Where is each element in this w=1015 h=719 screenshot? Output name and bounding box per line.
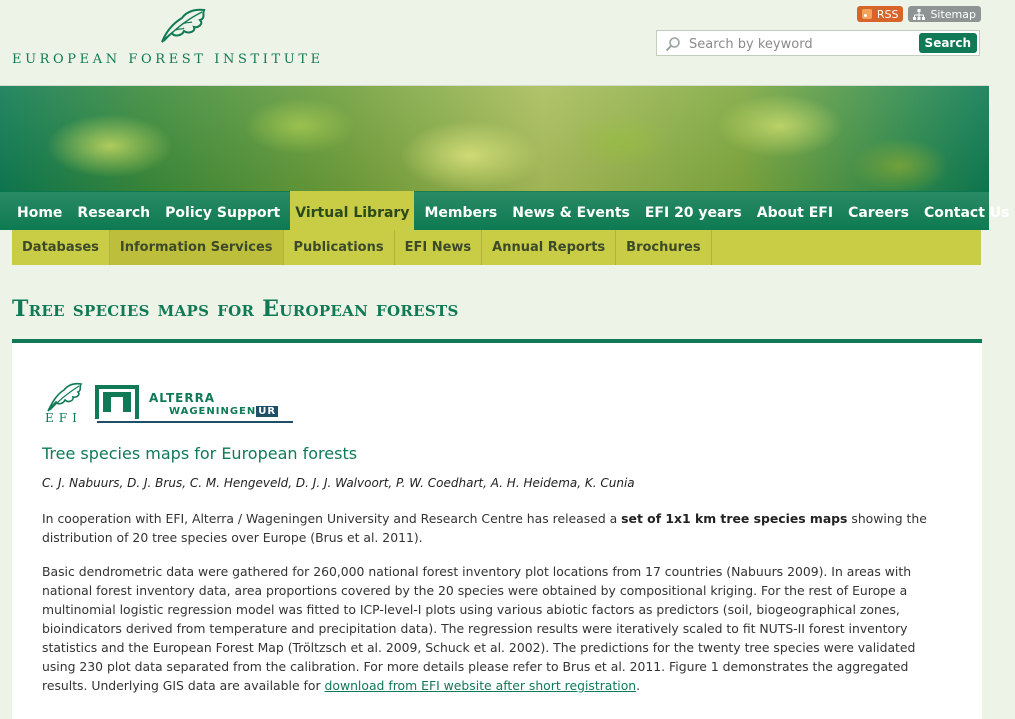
- logo-underline: [97, 420, 297, 424]
- alterra-emblem-icon: [97, 385, 137, 419]
- methods-paragraph: Basic dendrometric data were gathered for 260,000 national forest inventory plot locations from 17 countries (Nabuurs 2009). In areas with national forest inventory data, area proportions covered by the 20 species were obtained by compositional kriging. For the rest of Europe a multinomial logistic regression model was fitted to ICP-level-I plots using various abiotic factors as predictors (soil, biogeographical zones, bioindicators derived from temperature and precipitation data). The regression results were iteratively scaled to fit NUTS-II forest inventory statistics and the European Forest Map (Tröltzsch et al. 2009, Schuck et al. 2002). The predictions for the twenty tree species were validated using 230 plot data separated from the calibration. For more details please refer to Brus et al. 2011. Figure 1 demonstrates the aggregated results. Underlying GIS data are available for download from EFI website after short registration.: [42, 564, 916, 693]
- article-title: Tree species maps for European forests: [42, 444, 358, 463]
- sitemap-label: Sitemap: [930, 7, 976, 21]
- oak-leaf-icon: [152, 6, 210, 46]
- sitemap-button[interactable]: [908, 6, 981, 22]
- partner-logos: [42, 381, 302, 431]
- oak-leaf-icon: [42, 381, 84, 413]
- efi-small-logo: [42, 381, 84, 425]
- rss-button[interactable]: [857, 6, 904, 22]
- nav-item-efi-20-years[interactable]: EFI 20 years: [644, 205, 742, 221]
- nav-item-about-efi[interactable]: About EFI: [756, 205, 834, 221]
- sitemap-icon: [913, 9, 925, 20]
- header-banner-image: [0, 86, 989, 192]
- article-authors: C. J. Nabuurs, D. J. Brus, C. M. Hengeveld, D. J. J. Walvoort, P. W. Coedhart, A. H. Heidema, K. Cunia: [42, 476, 635, 490]
- utility-links: [857, 6, 981, 22]
- rss-icon: [862, 9, 872, 19]
- search-button[interactable]: Search: [919, 33, 977, 53]
- efi-small-logo-text: EFI: [45, 411, 82, 425]
- download-link[interactable]: download from EFI website after short registration: [324, 678, 637, 693]
- article-content: [12, 343, 982, 719]
- nav-item-careers[interactable]: Careers: [848, 205, 909, 221]
- subnav-item-efi-news[interactable]: EFI News: [395, 230, 483, 265]
- subnav-item-information-services[interactable]: Information Services: [110, 230, 284, 265]
- subnav-item-annual-reports[interactable]: Annual Reports: [482, 230, 616, 265]
- alterra-logo: [97, 385, 277, 423]
- subnav-item-publications[interactable]: Publications: [284, 230, 395, 265]
- search-box: [656, 30, 980, 56]
- logo-text: EUROPEAN FOREST INSTITUTE: [12, 52, 324, 67]
- nav-item-home[interactable]: Home: [17, 205, 63, 221]
- nav-item-virtual-library[interactable]: Virtual Library: [290, 191, 414, 230]
- nav-item-members[interactable]: Members: [424, 205, 498, 221]
- page-title: Tree species maps for European forests: [12, 296, 459, 322]
- search-input[interactable]: [687, 34, 921, 54]
- highlight-text: set of 1x1 km tree species maps: [621, 511, 848, 526]
- search-icon: [665, 36, 681, 52]
- wageningen-ur-text: WAGENINGEN UR: [169, 406, 277, 417]
- alterra-logo-text: ALTERRA: [149, 391, 216, 405]
- main-navigation: [0, 191, 1010, 230]
- site-header: [0, 0, 989, 86]
- nav-item-news-events[interactable]: News & Events: [512, 205, 630, 221]
- rss-label: RSS: [876, 7, 899, 21]
- efi-logo[interactable]: [12, 6, 342, 76]
- subnav-item-brochures[interactable]: Brochures: [616, 230, 711, 265]
- intro-paragraph: In cooperation with EFI, Alterra / Wageningen University and Research Centre has released a set of 1x1 km tree species maps showing the distribution of 20 tree species over Europe (Brus et al. 2011).: [42, 511, 927, 545]
- nav-item-policy-support[interactable]: Policy Support: [165, 205, 281, 221]
- sub-navigation: [12, 230, 981, 265]
- nav-item-contact-us[interactable]: Contact Us: [923, 205, 1010, 221]
- nav-item-research[interactable]: Research: [77, 205, 151, 221]
- subnav-item-databases[interactable]: Databases: [12, 230, 110, 265]
